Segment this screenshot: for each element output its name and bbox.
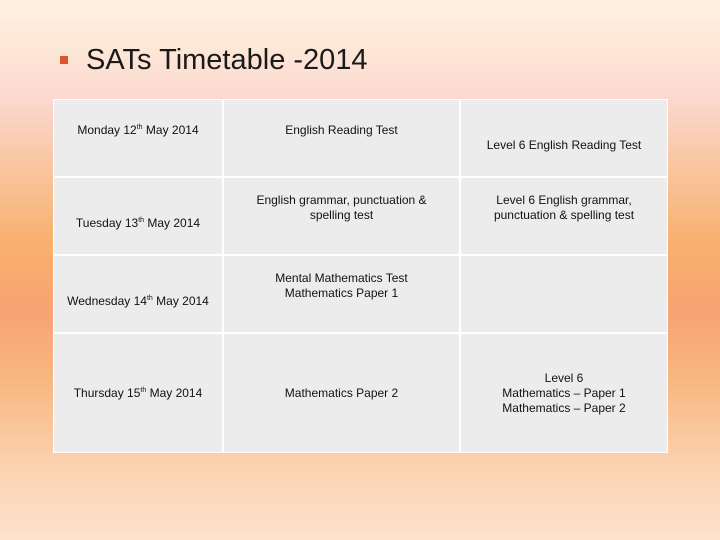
- level6-line: Level 6 English grammar,: [496, 193, 632, 207]
- test-cell: [224, 334, 461, 452]
- day-cell: [54, 178, 224, 256]
- level6-cell-empty: [461, 256, 667, 334]
- square-bullet-icon: [60, 56, 68, 64]
- test-line: English Reading Test: [285, 122, 398, 137]
- test-line: spelling test: [309, 208, 374, 222]
- test-line: Mathematics Paper 1: [284, 286, 399, 300]
- title-row: [60, 40, 368, 80]
- day-label: Wednesday 14th May 2014: [67, 293, 209, 308]
- level6-line: Mathematics – Paper 2: [502, 400, 626, 415]
- test-line: Mathematics Paper 2: [284, 385, 399, 400]
- test-line: English grammar, punctuation &: [256, 193, 427, 207]
- day-cell: [54, 334, 224, 452]
- level6-line: Mathematics – Paper 1: [502, 385, 626, 400]
- level6-cell: [461, 100, 667, 178]
- test-cell: [224, 178, 461, 256]
- level6-line: Level 6: [544, 370, 584, 385]
- day-label: Thursday 15th May 2014: [73, 385, 203, 400]
- timetable: [53, 99, 668, 453]
- day-cell: [54, 100, 224, 178]
- level6-line: Level 6 English Reading Test: [486, 137, 642, 152]
- slide-title: SATs Timetable -2014: [86, 43, 368, 76]
- day-label: Monday 12th May 2014: [77, 122, 199, 137]
- test-line: Mental Mathematics Test: [275, 271, 408, 285]
- day-cell: [54, 256, 224, 334]
- test-cell: [224, 256, 461, 334]
- level6-line: punctuation & spelling test: [493, 208, 635, 222]
- day-label: Tuesday 13th May 2014: [75, 215, 201, 230]
- level6-cell: [461, 334, 667, 452]
- test-cell: [224, 100, 461, 178]
- level6-cell: [461, 178, 667, 256]
